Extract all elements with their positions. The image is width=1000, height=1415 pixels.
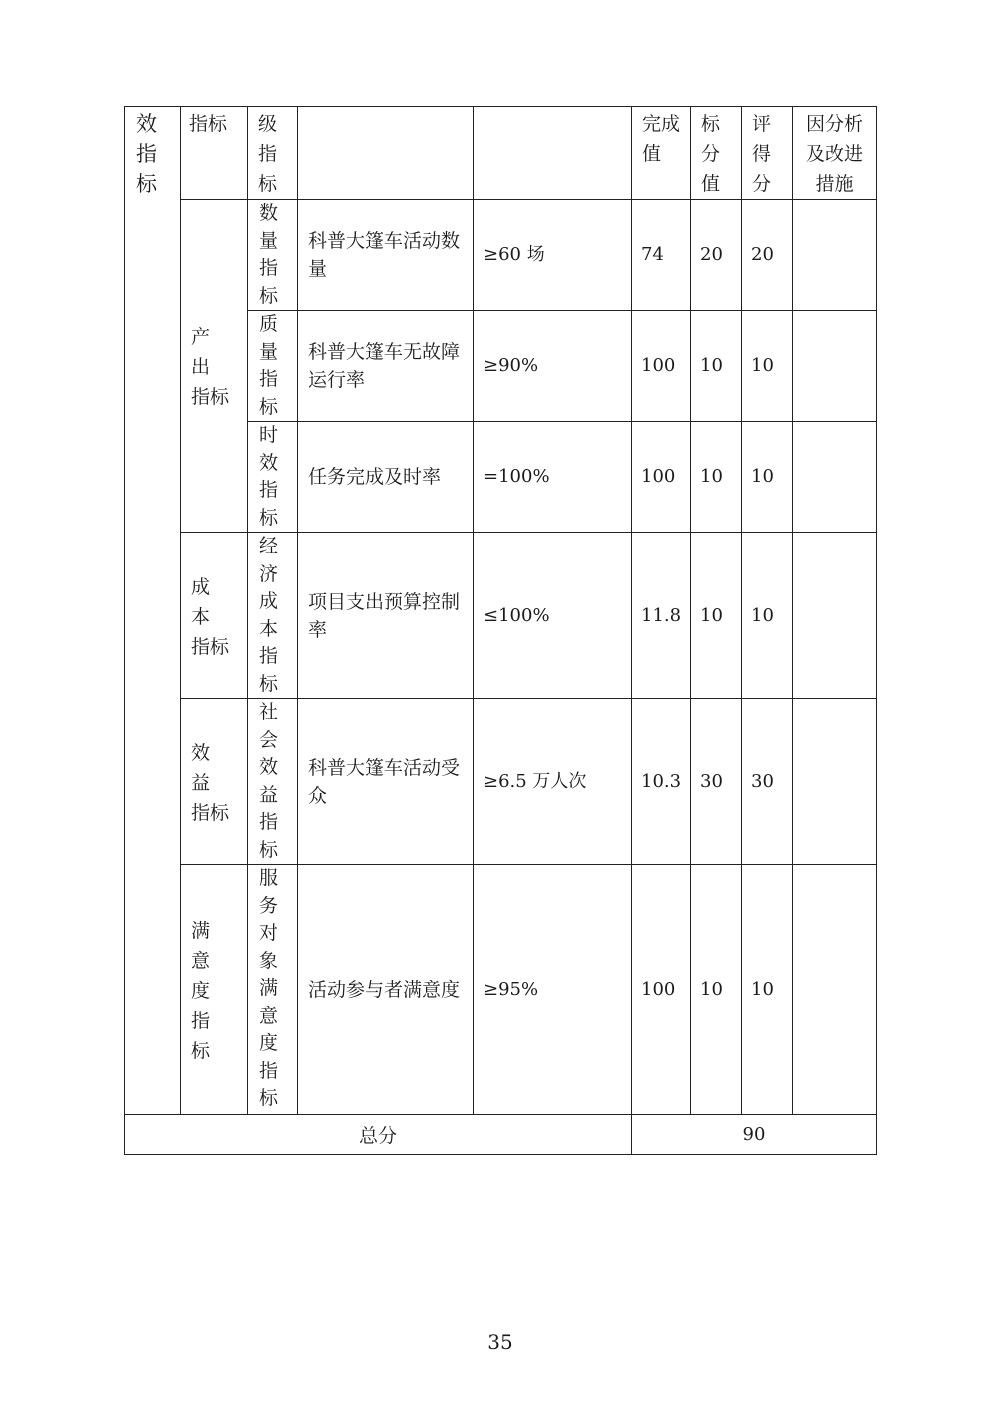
- analysis-cell: [793, 865, 877, 1115]
- target-value: [474, 200, 632, 311]
- actual-value-text: 11.8: [641, 604, 682, 626]
- primary-indicator: [181, 533, 248, 699]
- analysis-cell: [793, 311, 877, 422]
- actual-value: [632, 865, 691, 1115]
- indicator-name-text: 科普大篷车活动数量: [308, 230, 461, 280]
- target-value-text: ≥60 场: [483, 244, 545, 265]
- primary-indicator-text: 成 本 指标: [191, 575, 230, 658]
- target-value: [474, 865, 632, 1115]
- secondary-indicator: [248, 200, 298, 311]
- indicator-name-text: 任务完成及时率: [308, 466, 442, 488]
- score-value-text: 10: [751, 604, 774, 626]
- primary-indicator-text: 产 出 指标: [191, 326, 230, 408]
- score-value: [742, 311, 793, 422]
- score-value-text: 20: [751, 244, 774, 265]
- score-value-text: 10: [751, 466, 774, 487]
- primary-indicator-text: 效 益 指标: [191, 741, 230, 824]
- score-value: [742, 422, 793, 533]
- secondary-indicator-text: 数 量 指 标: [259, 202, 279, 307]
- actual-value-text: 74: [641, 244, 664, 265]
- weight-value-text: 10: [700, 466, 723, 487]
- header-cell-1: 效 指 标: [125, 107, 181, 1115]
- analysis-cell: [793, 200, 877, 311]
- secondary-indicator: [248, 311, 298, 422]
- indicator-name: [298, 311, 474, 422]
- header-cell-3: 级 指 标: [248, 107, 298, 200]
- score-value-text: 10: [751, 355, 774, 376]
- actual-value-text: 100: [641, 978, 676, 1000]
- score-value-text: 10: [751, 978, 774, 1000]
- actual-value-text: 100: [641, 466, 676, 487]
- target-value-text: =100%: [483, 466, 550, 487]
- analysis-cell: [793, 533, 877, 699]
- total-row: [125, 1115, 877, 1155]
- target-value-text: ≥6.5 万人次: [483, 770, 587, 792]
- actual-value-text: 10.3: [641, 770, 682, 792]
- primary-indicator: [181, 865, 248, 1115]
- secondary-indicator-text: 时 效 指 标: [259, 424, 279, 529]
- actual-value-text: 100: [641, 355, 676, 376]
- indicator-name: [298, 699, 474, 865]
- header-cell-8: 评 得 分: [742, 107, 793, 200]
- indicator-name-text: 科普大篷车无故障运行率: [308, 341, 461, 391]
- secondary-indicator: [248, 699, 298, 865]
- total-label: 总分: [125, 1115, 632, 1155]
- actual-value: [632, 200, 691, 311]
- target-value: [474, 699, 632, 865]
- secondary-indicator: [248, 422, 298, 533]
- target-value: [474, 311, 632, 422]
- target-value-text: ≥95%: [483, 978, 539, 1000]
- header-row: [125, 107, 877, 200]
- target-value: [474, 422, 632, 533]
- indicator-name: [298, 533, 474, 699]
- analysis-cell: [793, 422, 877, 533]
- score-value: [742, 699, 793, 865]
- performance-table: [124, 106, 877, 1155]
- score-value-text: 30: [751, 770, 774, 792]
- secondary-indicator-text: 服 务 对 象 满 意 度 指 标: [259, 867, 279, 1109]
- secondary-indicator: [248, 533, 298, 699]
- table-row: [125, 699, 877, 865]
- secondary-indicator-text: 社 会 效 益 指 标: [259, 701, 279, 861]
- secondary-indicator-text: 经 济 成 本 指 标: [259, 535, 279, 695]
- header-cell-2: 指标: [181, 107, 248, 200]
- actual-value: [632, 699, 691, 865]
- weight-value-text: 10: [700, 604, 723, 626]
- table-row: [125, 200, 877, 311]
- page-number: 35: [487, 1330, 513, 1354]
- target-value: [474, 533, 632, 699]
- indicator-name-text: 活动参与者满意度: [308, 978, 461, 1001]
- header-cell-4: [298, 107, 474, 200]
- weight-value: [691, 311, 742, 422]
- secondary-indicator-text: 质 量 指 标: [259, 313, 279, 418]
- weight-value-text: 20: [700, 244, 723, 265]
- actual-value: [632, 533, 691, 699]
- weight-value: [691, 699, 742, 865]
- actual-value: [632, 311, 691, 422]
- analysis-cell: [793, 699, 877, 865]
- weight-value: [691, 533, 742, 699]
- primary-indicator: [181, 699, 248, 865]
- weight-value: [691, 422, 742, 533]
- weight-value-text: 10: [700, 355, 723, 376]
- score-value: [742, 865, 793, 1115]
- header-cell-7: 标 分 值: [691, 107, 742, 200]
- header-cell-9: 因分析 及改进 措施: [793, 107, 877, 200]
- header-cell-5: [474, 107, 632, 200]
- header-cell-6: 完成 值: [632, 107, 691, 200]
- weight-value: [691, 200, 742, 311]
- total-value: 90: [632, 1115, 877, 1155]
- score-value: [742, 533, 793, 699]
- primary-indicator: [181, 200, 248, 533]
- indicator-name-text: 科普大篷车活动受众: [308, 756, 461, 807]
- target-value-text: ≤100%: [483, 604, 550, 626]
- score-value: [742, 200, 793, 311]
- indicator-name: [298, 865, 474, 1115]
- table-row: [125, 865, 877, 1115]
- weight-value: [691, 865, 742, 1115]
- indicator-name: [298, 200, 474, 311]
- table-row: [125, 533, 877, 699]
- primary-indicator-text: 满 意 度 指 标: [191, 919, 211, 1062]
- indicator-name-text: 项目支出预算控制率: [308, 590, 461, 641]
- actual-value: [632, 422, 691, 533]
- target-value-text: ≥90%: [483, 355, 539, 376]
- indicator-name: [298, 422, 474, 533]
- weight-value-text: 10: [700, 978, 723, 1000]
- secondary-indicator: [248, 865, 298, 1115]
- weight-value-text: 30: [700, 770, 723, 792]
